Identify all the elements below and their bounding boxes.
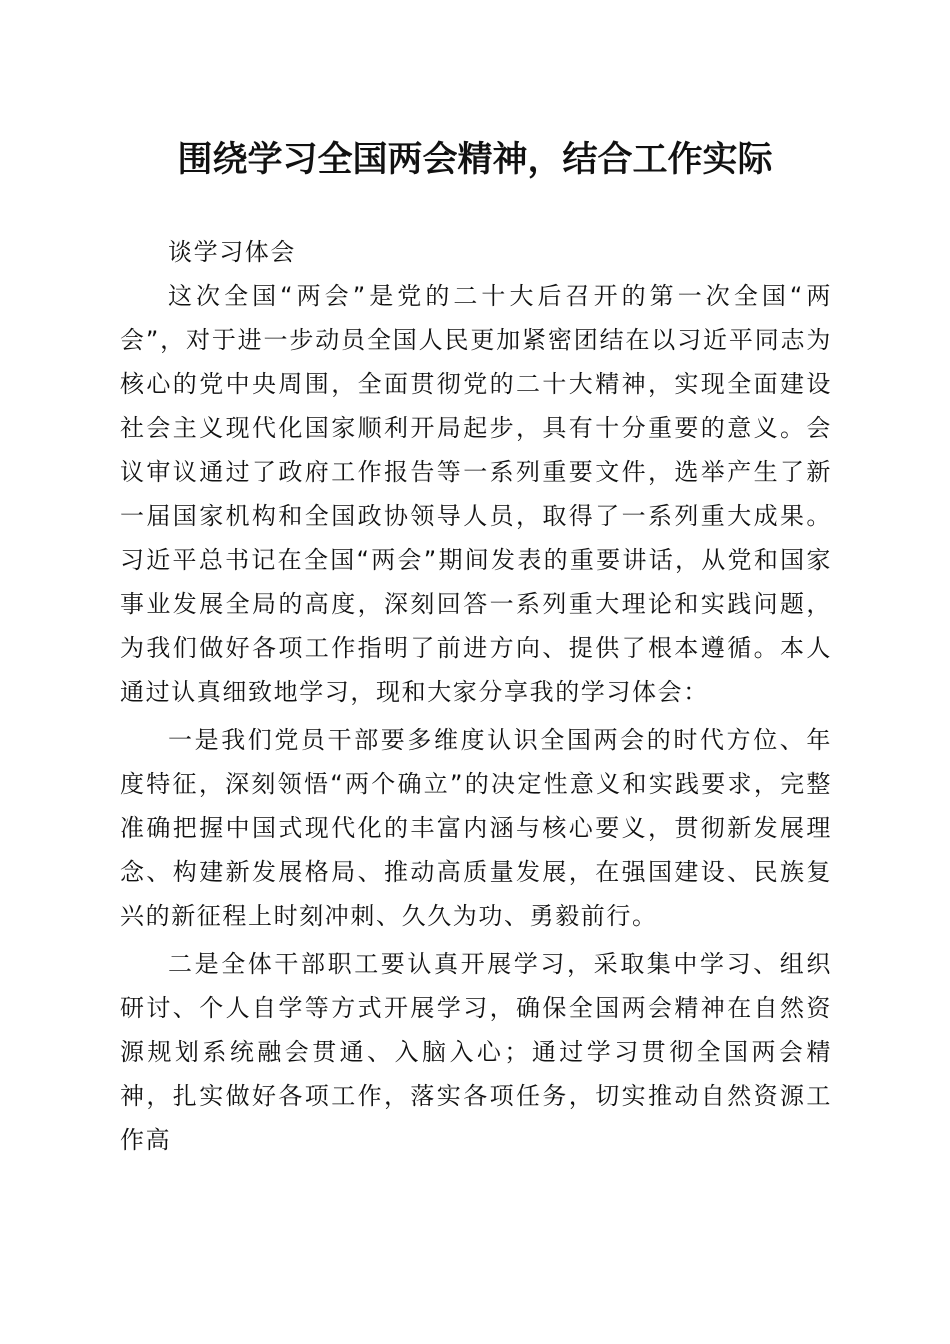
paragraph-point-two: 二是全体干部职工要认真开展学习，采取集中学习、组织研讨、个人自学等方式开展学习，确保全国两会精神在自然资源规划系统融会贯通、入脑入心；通过学习贯彻全国两会精神，扎实做好各项工作，落实各项任务，切实推动自然资源工作高 xyxy=(120,950,832,1154)
paragraph-intro: 这次全国“两会”是党的二十大后召开的第一次全国“两会”，对于进一步动员全国人民更加紧密团结在以习近平同志为核心的党中央周围，全面贯彻党的二十大精神，实现全面建设社会主义现代化国家顺利开局起步，具有十分重要的意义。会议审议通过了政府工作报告等一系列重要文件，选举产生了新一届国家机构和全国政协领导人员，取得了一系列重大成果。习近平总书记在全国“两会”期间发表的重要讲话，从党和国家事业发展全局的高度，深刻回答一系列重大理论和实践问题，为我们做好各项工作指明了前进方向、提供了根本遵循。本人通过认真细致地学习，现和大家分享我的学习体会： xyxy=(120,282,832,706)
document-title: 围绕学习全国两会精神，结合工作实际 xyxy=(177,139,773,180)
document-subtitle: 谈学习体会 xyxy=(168,238,296,266)
paragraph-point-one: 一是我们党员干部要多维度认识全国两会的时代方位、年度特征，深刻领悟“两个确立”的决定性意义和实践要求，完整准确把握中国式现代化的丰富内涵与核心要义，贯彻新发展理念、构建新发展格局、推动高质量发展，在强国建设、民族复兴的新征程上时刻冲刺、久久为功、勇毅前行。 xyxy=(120,726,832,930)
document-body xyxy=(120,230,832,1162)
